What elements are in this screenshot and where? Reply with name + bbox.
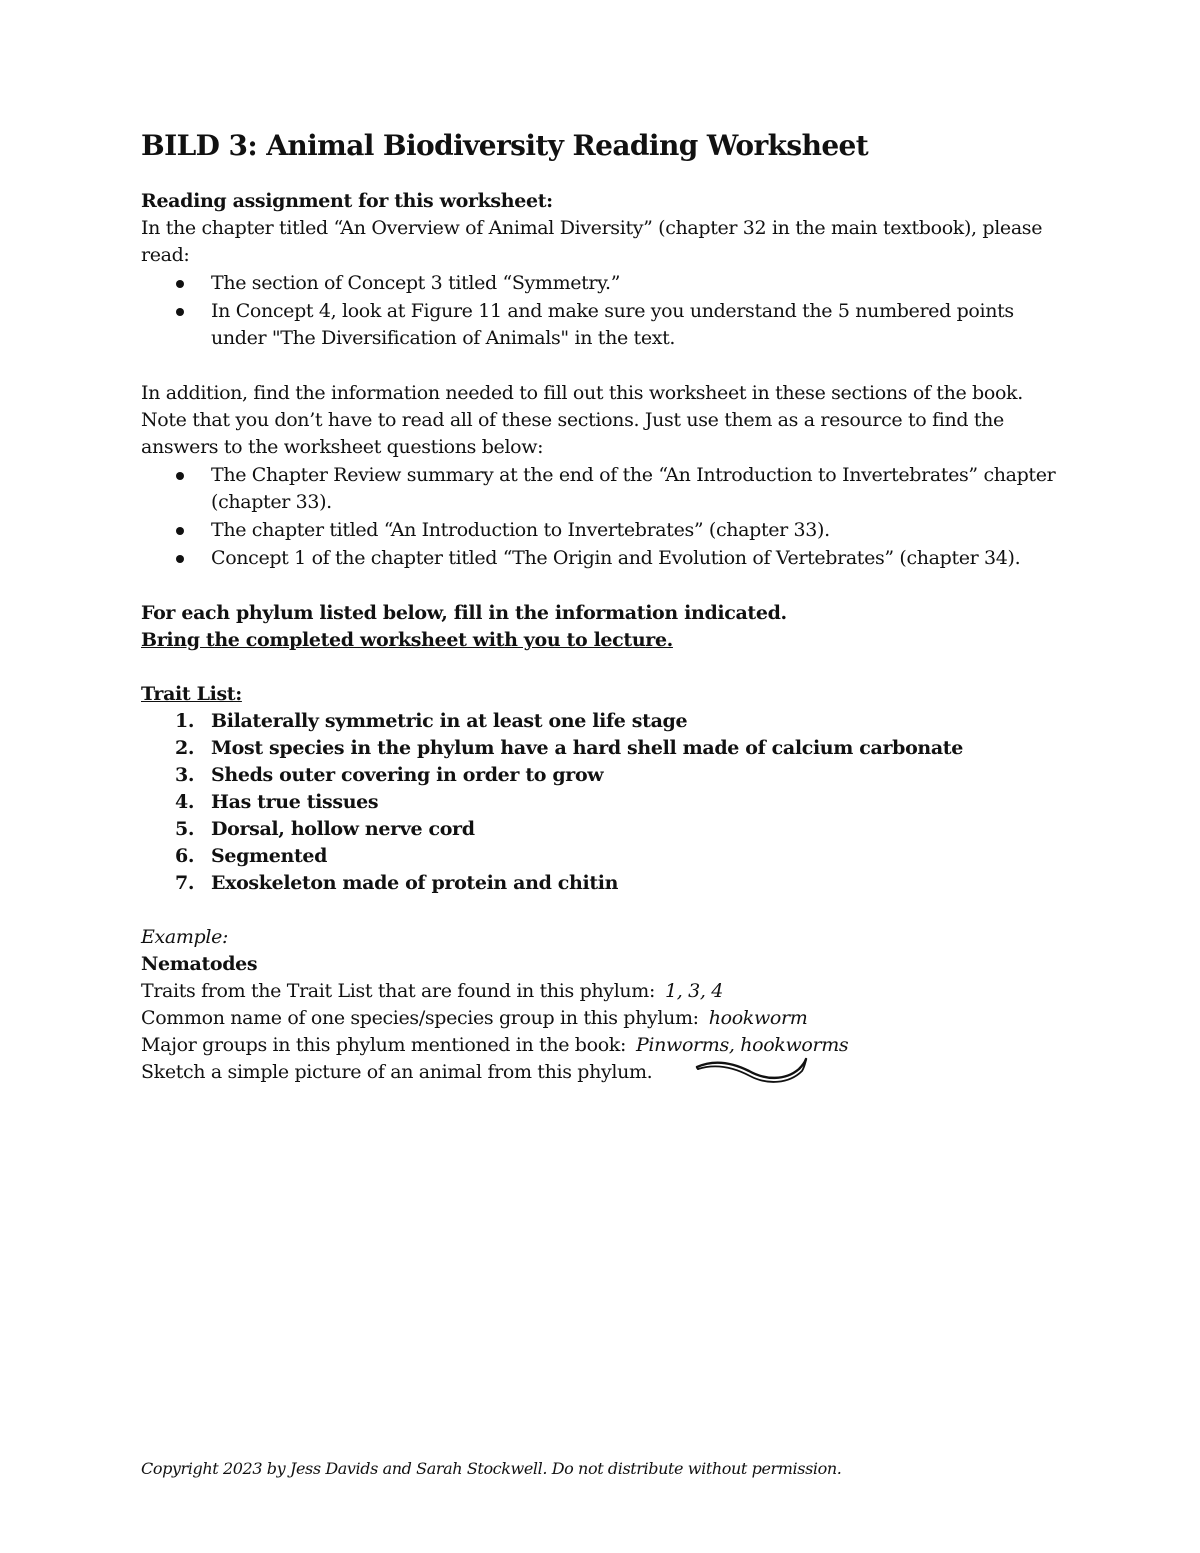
trait-number: 2. [175, 737, 195, 759]
trait-item [175, 843, 1061, 870]
example-groups-line [141, 1032, 1061, 1059]
worm-sketch-icon [693, 1053, 809, 1097]
additional-bullet-item: The Chapter Review summary at the end of the “An Introduction to Invertebrates” chapter (chapter 33). [211, 462, 1061, 516]
example-groups-value: Pinworms, hookworms [636, 1034, 849, 1056]
trait-item [175, 762, 1061, 789]
trait-number: 6. [175, 845, 195, 867]
example-common-label: Common name of one species/species group in this phylum: [141, 1007, 699, 1029]
trait-item [175, 816, 1061, 843]
reading-bullet-item: In Concept 4, look at Figure 11 and make sure you understand the 5 numbered points under "The Diversification of Animals" in the text. [211, 298, 1061, 352]
example-groups-label: Major groups in this phylum mentioned in the book: [141, 1034, 626, 1056]
additional-bullet-list [141, 462, 1061, 572]
trait-text: Most species in the phylum have a hard shell made of calcium carbonate [211, 737, 963, 759]
trait-text: Dorsal, hollow nerve cord [211, 818, 475, 840]
trait-list-heading: Trait List: [141, 683, 242, 705]
trait-text: Segmented [211, 845, 328, 867]
trait-item [175, 870, 1061, 897]
example-traits-value: 1, 3, 4 [665, 980, 724, 1002]
trait-item [175, 735, 1061, 762]
trait-number: 5. [175, 818, 195, 840]
reading-bullet-item: The section of Concept 3 titled “Symmetry.” [211, 270, 1061, 297]
copyright-footer: Copyright 2023 by Jess Davids and Sarah Stockwell. Do not distribute without permission. [141, 1459, 842, 1478]
trait-item [175, 708, 1061, 735]
page-title: BILD 3: Animal Biodiversity Reading Worksheet [141, 129, 869, 162]
bring-worksheet-line: Bring the completed worksheet with you to lecture. [141, 629, 673, 651]
example-phylum-name: Nematodes [141, 953, 258, 975]
trait-number: 4. [175, 791, 195, 813]
example-common-line [141, 1005, 1061, 1032]
instructions-line: For each phylum listed below, fill in the information indicated. [141, 602, 787, 624]
reading-heading: Reading assignment for this worksheet: [141, 190, 553, 212]
reading-intro: In the chapter titled “An Overview of Animal Diversity” (chapter 32 in the main textbook), please read: [141, 217, 1043, 266]
example-common-value: hookworm [708, 1007, 808, 1029]
example-traits-label: Traits from the Trait List that are found in this phylum: [141, 980, 656, 1002]
reading-bullet-list [141, 270, 1061, 352]
trait-text: Exoskeleton made of protein and chitin [211, 872, 619, 894]
trait-list [141, 708, 1061, 897]
additional-bullet-item: Concept 1 of the chapter titled “The Origin and Evolution of Vertebrates” (chapter 34). [211, 545, 1061, 572]
example-label: Example: [141, 926, 229, 948]
trait-number: 1. [175, 710, 195, 732]
trait-text: Bilaterally symmetric in at least one life stage [211, 710, 688, 732]
additional-bullet-item: The chapter titled “An Introduction to Invertebrates” (chapter 33). [211, 517, 1061, 544]
example-sketch-line [141, 1059, 1061, 1086]
trait-number: 3. [175, 764, 195, 786]
worksheet-page [141, 128, 1061, 1086]
additional-intro: In addition, find the information needed to fill out this worksheet in these sections of the book. Note that you don’t have to read all of these sections. Just use them as a resource to find the answers to the worksheet questions below: [141, 382, 1023, 458]
example-sketch-label: Sketch a simple picture of an animal from this phylum. [141, 1061, 653, 1083]
trait-text: Has true tissues [211, 791, 379, 813]
trait-item [175, 789, 1061, 816]
trait-number: 7. [175, 872, 195, 894]
example-traits-line [141, 978, 1061, 1005]
trait-text: Sheds outer covering in order to grow [211, 764, 604, 786]
